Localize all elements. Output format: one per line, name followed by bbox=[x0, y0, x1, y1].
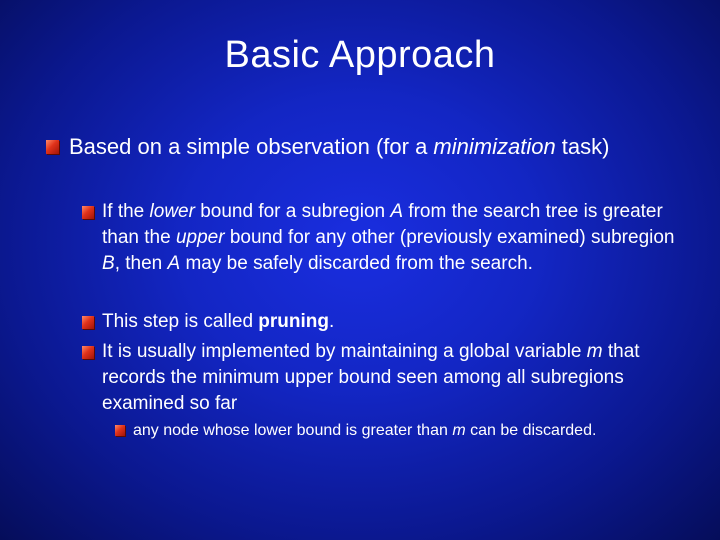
bullet-text bbox=[133, 420, 705, 442]
text-run: bound for any other (previously examined) subregion bbox=[224, 227, 675, 248]
italic-term: upper bbox=[175, 227, 225, 248]
bullet-square-icon bbox=[82, 346, 94, 359]
bullet-level2-pruning-rule bbox=[82, 199, 692, 277]
text-run: It is usually implemented by maintaining a global variable bbox=[102, 341, 587, 362]
bullet-square-icon bbox=[46, 140, 59, 154]
text-run: If the bbox=[102, 201, 150, 222]
bold-term: pruning bbox=[258, 311, 329, 332]
bullet-square-icon bbox=[82, 316, 94, 329]
text-run: that records the minimum upper bound seen among all subregions examined so far bbox=[102, 341, 640, 414]
bullet-square-icon bbox=[82, 206, 94, 219]
italic-term: A bbox=[167, 253, 181, 274]
bullet-level2-implementation bbox=[82, 339, 692, 417]
slide-title: Basic Approach bbox=[224, 34, 496, 76]
bullet-text bbox=[102, 309, 692, 335]
bullet-level1 bbox=[46, 132, 666, 162]
italic-term: m bbox=[452, 422, 466, 439]
italic-term: A bbox=[390, 201, 404, 222]
bullet-level2-pruning bbox=[82, 309, 692, 335]
text-run: any node whose lower bound is greater than bbox=[133, 422, 453, 439]
italic-term: m bbox=[586, 341, 603, 362]
text-run: can be discarded. bbox=[465, 422, 597, 439]
bullet-square-icon bbox=[115, 425, 125, 436]
bullet-text bbox=[102, 339, 692, 417]
text-run: from the search tree is greater than the bbox=[102, 201, 663, 248]
italic-term: lower bbox=[149, 201, 195, 222]
text-run: Based on a simple observation (for a bbox=[69, 134, 434, 159]
text-run: This step is called bbox=[102, 311, 259, 332]
bullet-text bbox=[102, 199, 692, 277]
italic-term: B bbox=[102, 253, 115, 274]
text-run: bound for a subregion bbox=[194, 201, 391, 222]
italic-term: minimization bbox=[433, 134, 556, 159]
text-run: task) bbox=[555, 134, 610, 159]
bullet-text bbox=[69, 132, 666, 162]
text-run: , then bbox=[114, 253, 168, 274]
text-run: . bbox=[329, 311, 335, 332]
text-run: may be safely discarded from the search. bbox=[180, 253, 533, 274]
bullet-level3 bbox=[115, 420, 705, 442]
